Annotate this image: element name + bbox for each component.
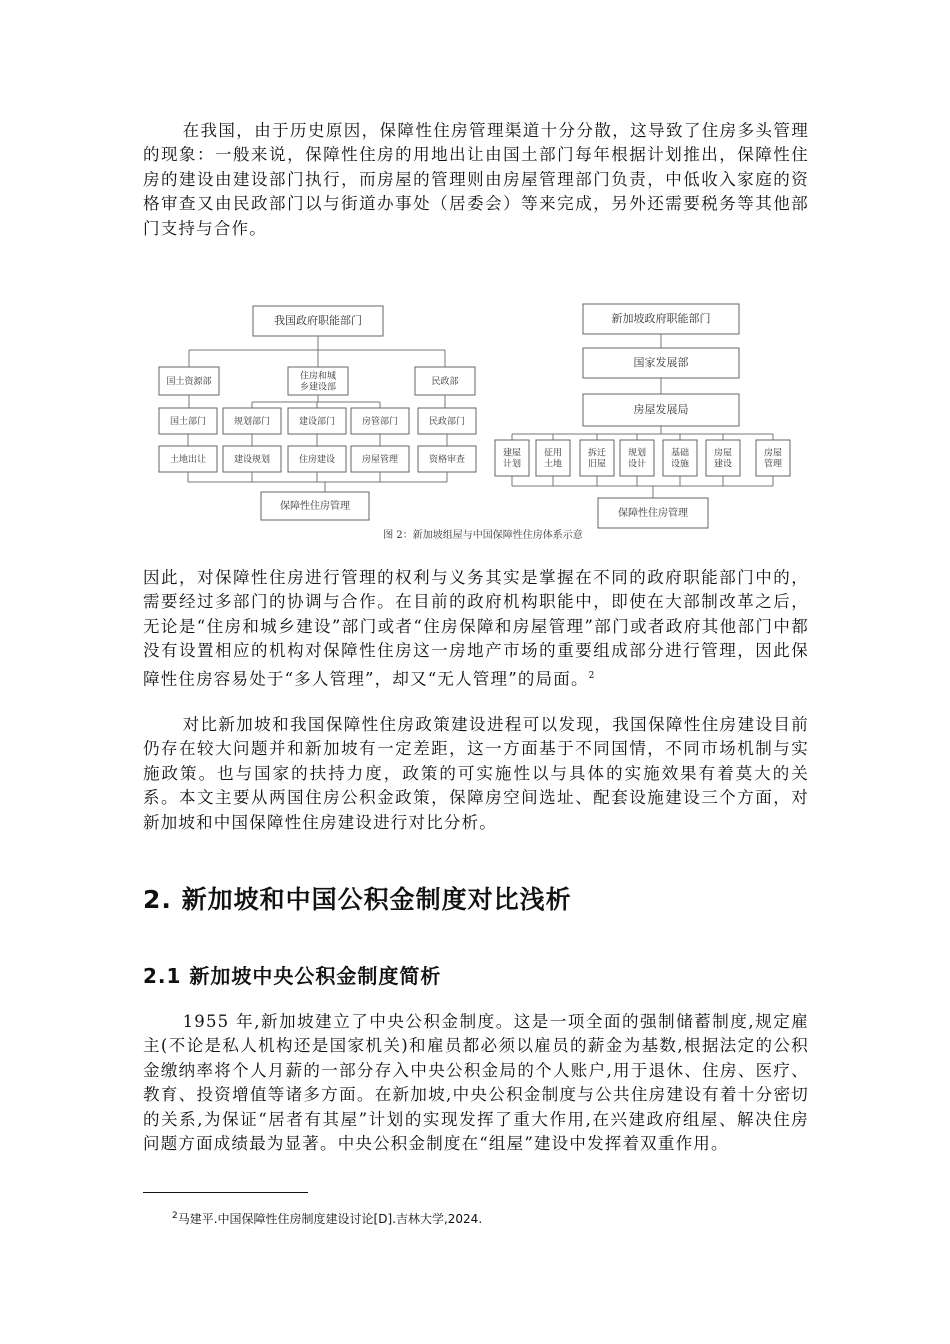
sg-l4-1-label: 征用土地	[543, 448, 563, 469]
cn-l2-2-label: 民政部	[431, 376, 459, 387]
cn-root-label: 我国政府职能部门	[274, 314, 362, 327]
sg-l4-4-box	[663, 440, 697, 476]
sg-l4-3-box	[620, 440, 654, 476]
paragraph-1: 在我国，由于历史原因，保障性住房管理渠道十分分散，这导致了住房多头管理的现象：一般来说，保障性住房的用地出让由国土部门每年根据计划推出，保障性住房的建设由建设部门执行，而房屋的管理则由房屋管理部门负责，中低收入家庭的资格审查又由民政部门以与街道办事处（居委会）等来完成，另外还需要税务等其他部门支持与合作。	[143, 121, 809, 238]
section-heading: 2. 新加坡和中国公积金制度对比浅析	[143, 885, 572, 914]
sg-l4-6-label: 房屋管理	[763, 448, 783, 469]
sg-l4-6-box	[756, 440, 790, 476]
cn-l2-1-label: 住房和城乡建设部	[299, 371, 337, 392]
sg-l4-1-box	[536, 440, 570, 476]
cn-l4-2-label: 住房建设	[298, 454, 336, 465]
cn-l3-0-label: 国土部门	[169, 416, 207, 427]
cn-l3-3-label: 房管部门	[361, 416, 399, 427]
figure-caption: 图 2：新加坡组屋与中国保障性住房体系示意	[383, 530, 583, 541]
sg-l4-4-label: 基础设施	[670, 448, 690, 469]
sg-l4-2-box	[580, 440, 614, 476]
cn-l2-0-label: 国土资源部	[166, 376, 212, 387]
cn-bottom-label: 保障性住房管理	[280, 501, 350, 512]
paragraph-2: 因此，对保障性住房进行管理的权利与义务其实是掌握在不同的政府职能部门中的，需要经过多部门的协调与合作。在目前的政府机构职能中，即使在大部制改革之后，无论是“住房和城乡建设”部门或者“住房保障和房屋管理”部门或者政府其他部门中都没有设置相应的机构对保障性住房这一房地产市场的重要组成部分进行管理，因此保障性住房容易处于“多人管理”，却又“无人管理”的局面。$^2$	[143, 568, 809, 689]
sg-root-label: 新加坡政府职能部门	[611, 312, 711, 325]
sg-l4-3-label: 规划设计	[627, 448, 647, 469]
paragraph-3: 对比新加坡和我国保障性住房政策建设进程可以发现，我国保障性住房建设目前仍存在较大问题并和新加坡有一定差距，这一方面基于不同国情，不同市场机制与实施政策。也与国家的扶持力度，政策的可实施性以与具体的实施效果有着莫大的关系。本文主要从两国住房公积金政策，保障房空间选址、配套设施建设三个方面，对新加坡和中国保障性住房建设进行对比分析。	[143, 715, 809, 832]
sg-l4-0-box	[495, 440, 529, 476]
sg-l4-2-label: 拆迁旧屋	[587, 448, 607, 469]
cn-l3-1-label: 规划部门	[233, 416, 271, 427]
sg-l2-label: 国家发展部	[633, 356, 689, 369]
subsection-heading: 2.1 新加坡中央公积金制度简析	[143, 964, 442, 988]
cn-l3-4-label: 民政部门	[428, 416, 466, 427]
sg-l4-0-label: 建屋计划	[502, 448, 522, 469]
figure-2	[143, 270, 809, 552]
sg-bottom-label: 保障性住房管理	[618, 508, 688, 519]
sg-l3-label: 房屋发展局	[633, 403, 689, 416]
sg-l4-5-box	[706, 440, 740, 476]
org-chart-diagram	[143, 270, 809, 552]
cn-l4-0-label: 土地出让	[169, 454, 207, 465]
footnote: $^2$马建平.中国保障性住房制度建设讨论[D].吉林大学,2024.	[172, 1211, 483, 1226]
cn-l4-4-label: 资格审查	[428, 454, 466, 465]
footnote-ref: 2	[588, 670, 596, 681]
cn-l4-3-label: 房屋管理	[361, 454, 399, 465]
footnote-divider	[143, 1192, 308, 1193]
cn-l4-1-label: 建设规划	[233, 454, 271, 465]
sg-l4-5-label: 房屋建设	[713, 448, 733, 469]
cn-l3-2-label: 建设部门	[298, 416, 336, 427]
paragraph-4: 1955 年,新加坡建立了中央公积金制度。这是一项全面的强制储蓄制度,规定雇主(不论是私人机构还是国家机关)和雇员都必须以雇员的薪金为基数,根据法定的公积金缴纳率将个人月薪的一部分存入中央公积金局的个人账户,用于退休、住房、医疗、教育、投资增值等诸多方面。在新加坡,中央公积金制度与公共住房建设有着十分密切的关系,为保证“居者有其屋”计划的实现发挥了重大作用,在兴建政府组屋、解决住房问题方面成绩最为显著。中央公积金制度在“组屋”建设中发挥着双重作用。	[143, 1012, 809, 1154]
